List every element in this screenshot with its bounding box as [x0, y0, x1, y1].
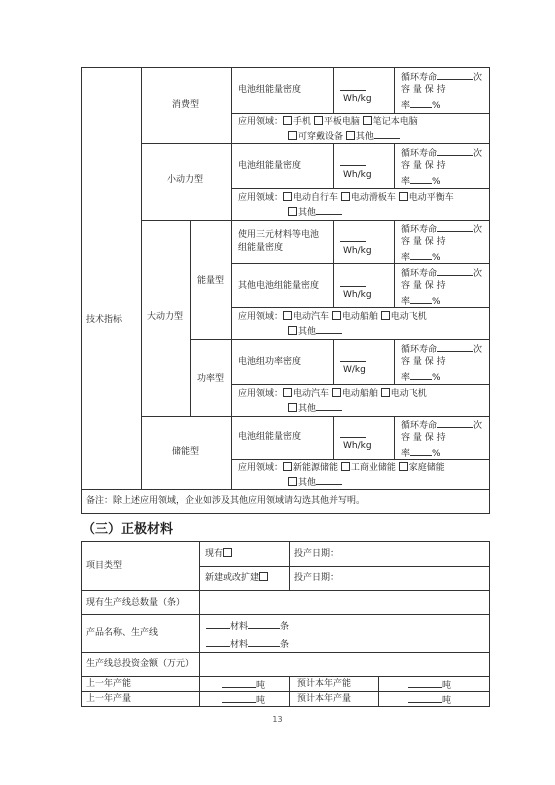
metric-small-power: 电池组能量密度	[238, 161, 302, 171]
checkbox-ev[interactable]: 电动汽车	[283, 312, 329, 322]
cycle-life-energy-2[interactable]: 循环寿命 次	[401, 266, 482, 280]
table1-note: 备注：除上述应用领域，企业如涉及其他应用领域请勾选其他并写明。	[86, 496, 366, 506]
unit-consumer: Wh/kg	[343, 94, 372, 104]
table2-top-border	[81, 541, 490, 542]
retention-rate-power[interactable]: 率 %	[401, 370, 441, 384]
project-type-label: 项目类型	[86, 561, 123, 571]
t2-col-b	[289, 676, 290, 706]
checkbox-home[interactable]: 家庭储能	[399, 463, 445, 473]
metric-storage: 电池组能量密度	[238, 432, 302, 442]
t2-col-1b	[199, 590, 200, 614]
checkbox-eplane-power[interactable]: 电动飞机	[381, 389, 427, 399]
product-line-1[interactable]: 材料 条	[206, 619, 289, 633]
row-line	[231, 307, 489, 308]
t2-col-1d	[199, 652, 200, 676]
t2-row	[199, 566, 489, 567]
type-large-power: 大动力型	[147, 312, 184, 322]
retention-power: 容 量 保 持	[401, 357, 446, 367]
metric-energy-other: 其他电池组能量密度	[238, 281, 320, 291]
retention-energy-2: 容 量 保 持	[401, 281, 446, 291]
line-count-label: 现有生产线总数量（条）	[86, 598, 186, 608]
subtype-power: 功率型	[197, 374, 225, 384]
col-divider-1	[141, 67, 142, 489]
table1-bottom-border	[81, 513, 490, 514]
checkbox-eship[interactable]: 电动船舶	[332, 312, 378, 322]
apps-storage-line1: 应用领域： 新能源储能 工商业储能 家庭储能	[238, 463, 445, 473]
retention-storage: 容 量 保 持	[401, 433, 446, 443]
cycle-life-energy-1[interactable]: 循环寿命 次	[401, 222, 482, 236]
unit-small-power: Wh/kg	[343, 170, 372, 180]
table1-left-border	[81, 67, 82, 513]
row-header-tech: 技术指标	[86, 315, 123, 325]
capacity-next-field[interactable]: 吨	[408, 678, 451, 692]
t2-row	[81, 590, 490, 591]
t2-col-1c	[199, 614, 200, 652]
apps-small-line2	[288, 205, 342, 219]
cycle-life-power[interactable]: 循环寿命 次	[401, 342, 482, 356]
apps-consumer-line2	[288, 129, 400, 143]
section-title: （三）正极材料	[82, 522, 174, 537]
investment-label: 生产线总投资金额（万元）	[86, 659, 195, 669]
output-next-field[interactable]: 吨	[408, 693, 451, 707]
capacity-last-label: 上一年产能	[86, 679, 132, 689]
product-line-2[interactable]: 材料 条	[206, 637, 289, 651]
apps-energy-line2	[288, 324, 342, 338]
apps-energy-line1: 应用领域： 电动汽车 电动船舶 电动飞机	[238, 312, 427, 322]
page-number: 13	[272, 715, 283, 724]
type-small-power: 小动力型	[167, 175, 204, 185]
col-divider-large	[190, 220, 191, 416]
unit-energy-1: Wh/kg	[343, 246, 372, 256]
checkbox-other-power[interactable]: 其他	[288, 404, 342, 414]
apps-small-line1: 应用领域： 电动自行车 电动滑板车 电动平衡车	[238, 193, 454, 203]
table1-top-border	[81, 67, 490, 68]
checkbox-other-storage[interactable]: 其他	[288, 478, 342, 488]
row-line	[231, 113, 489, 114]
output-last-field[interactable]: 吨	[222, 693, 265, 707]
checkbox-existing[interactable]: 现有	[205, 548, 233, 560]
checkbox-commercial[interactable]: 工商业储能	[341, 463, 396, 473]
checkbox-laptop[interactable]: 笔记本电脑	[363, 117, 418, 127]
row-line	[141, 416, 489, 417]
retention-rate-consumer[interactable]: 率 %	[401, 98, 441, 112]
table1-note-line	[81, 489, 490, 490]
metric-energy-ternary-2: 组能量密度	[238, 243, 284, 253]
t2-col-c	[378, 676, 379, 706]
metric-energy-ternary-1: 使用三元材料等电池	[238, 230, 320, 240]
retention-consumer: 容 量 保 持	[401, 85, 446, 95]
checkbox-eplane[interactable]: 电动飞机	[381, 312, 427, 322]
table1-right-border	[489, 67, 490, 513]
retention-energy-1: 容 量 保 持	[401, 237, 446, 247]
product-name-label: 产品名称、生产线	[86, 628, 159, 638]
checkbox-new-build[interactable]: 新建或改扩建	[205, 572, 269, 584]
checkbox-wearable[interactable]: 可穿戴设备	[288, 132, 343, 142]
t2-row	[81, 652, 490, 653]
row-line	[231, 188, 489, 189]
checkbox-eship-power[interactable]: 电动船舶	[332, 389, 378, 399]
checkbox-other-consumer[interactable]: 其他	[346, 132, 400, 142]
row-line	[231, 459, 489, 460]
row-line	[231, 263, 489, 264]
apps-consumer-line1: 应用领域： 手机 平板电脑 笔记本电脑	[238, 117, 418, 127]
row-line	[190, 339, 489, 340]
checkbox-other-energy[interactable]: 其他	[288, 327, 342, 337]
apps-power-line2	[288, 401, 342, 415]
row-line	[231, 384, 489, 385]
row-line	[141, 220, 489, 221]
type-storage: 储能型	[172, 447, 200, 457]
table2-left-border	[81, 541, 82, 707]
retention-rate-energy-2[interactable]: 率 %	[401, 294, 441, 308]
prod-date-new: 投产日期：	[294, 573, 340, 583]
table2-right-border	[489, 541, 490, 707]
apps-power-line1: 应用领域： 电动汽车 电动船舶 电动飞机	[238, 389, 427, 399]
cycle-life-small[interactable]: 循环寿命 次	[401, 146, 482, 160]
apps-storage-line2	[288, 475, 342, 489]
unit-power: W/kg	[343, 365, 366, 375]
checkbox-balance[interactable]: 电动平衡车	[399, 193, 454, 203]
unit-storage: Wh/kg	[343, 441, 372, 451]
t2-row	[81, 614, 490, 615]
metric-consumer: 电池组能量密度	[238, 85, 302, 95]
subtype-energy: 能量型	[197, 276, 225, 286]
unit-energy-2: Wh/kg	[343, 290, 372, 300]
retention-rate-energy-1[interactable]: 率 %	[401, 250, 441, 264]
type-consumer: 消费型	[172, 100, 200, 110]
row-line	[141, 143, 489, 144]
output-next-label: 预计本年产量	[297, 694, 352, 704]
checkbox-escooter[interactable]: 电动滑板车	[341, 193, 396, 203]
capacity-next-label: 预计本年产能	[297, 679, 352, 689]
t2-col-a	[199, 676, 200, 706]
cycle-life-storage[interactable]: 循环寿命 次	[401, 418, 482, 432]
unit-field-small[interactable]	[340, 156, 366, 170]
cycle-life-consumer[interactable]: 循环寿命 次	[401, 70, 482, 84]
retention-rate-small[interactable]: 率 %	[401, 174, 441, 188]
checkbox-ebike[interactable]: 电动自行车	[283, 193, 338, 203]
checkbox-phone[interactable]: 手机	[283, 117, 311, 127]
retention-small: 容 量 保 持	[401, 161, 446, 171]
output-last-label: 上一年产量	[86, 694, 132, 704]
prod-date-existing: 投产日期：	[294, 549, 340, 559]
retention-rate-storage[interactable]: 率 %	[401, 446, 441, 460]
checkbox-ev-power[interactable]: 电动汽车	[283, 389, 329, 399]
checkbox-other-small[interactable]: 其他	[288, 208, 342, 218]
unit-field-energy-1[interactable]	[340, 232, 366, 246]
t2-row	[81, 676, 490, 677]
metric-power: 电池组功率密度	[238, 357, 302, 367]
checkbox-renewable[interactable]: 新能源储能	[283, 463, 338, 473]
checkbox-tablet[interactable]: 平板电脑	[314, 117, 360, 127]
capacity-last-field[interactable]: 吨	[222, 678, 265, 692]
col-divider-2	[231, 67, 232, 489]
